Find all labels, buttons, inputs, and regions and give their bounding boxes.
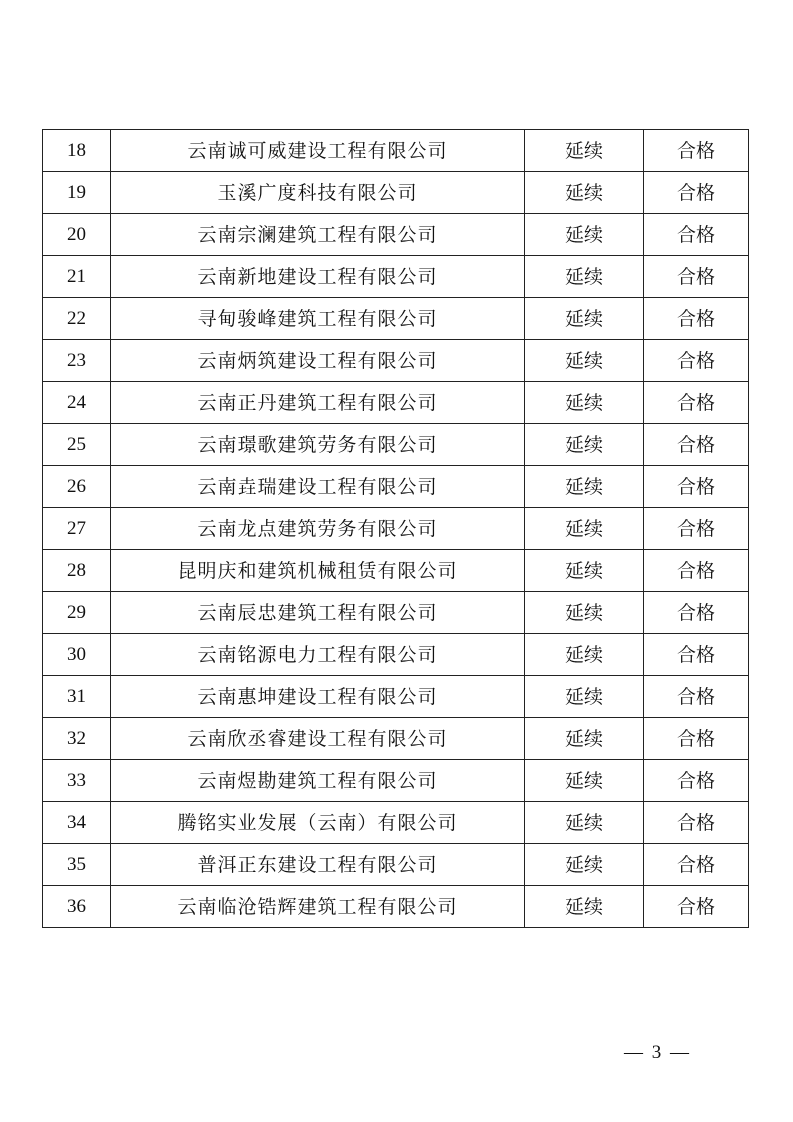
review-result-cell: 合格 <box>644 508 749 550</box>
results-table <box>42 129 749 928</box>
review-result-cell: 合格 <box>644 634 749 676</box>
company-name-cell: 云南煜勘建筑工程有限公司 <box>111 760 525 802</box>
application-type-cell: 延续 <box>525 172 644 214</box>
table-row <box>43 256 749 298</box>
application-type-cell: 延续 <box>525 550 644 592</box>
company-name-cell: 云南炳筑建设工程有限公司 <box>111 340 525 382</box>
company-name-cell: 云南新地建设工程有限公司 <box>111 256 525 298</box>
row-number-cell: 23 <box>43 340 111 382</box>
row-number-cell: 20 <box>43 214 111 256</box>
table-row <box>43 298 749 340</box>
application-type-cell: 延续 <box>525 676 644 718</box>
row-number-cell: 25 <box>43 424 111 466</box>
company-name-cell: 云南铭源电力工程有限公司 <box>111 634 525 676</box>
table-row <box>43 718 749 760</box>
review-result-cell: 合格 <box>644 844 749 886</box>
table-row <box>43 592 749 634</box>
table-row <box>43 886 749 928</box>
application-type-cell: 延续 <box>525 844 644 886</box>
company-name-cell: 云南垚瑞建设工程有限公司 <box>111 466 525 508</box>
application-type-cell: 延续 <box>525 718 644 760</box>
review-result-cell: 合格 <box>644 550 749 592</box>
company-name-cell: 普洱正东建设工程有限公司 <box>111 844 525 886</box>
row-number-cell: 36 <box>43 886 111 928</box>
review-result-cell: 合格 <box>644 424 749 466</box>
application-type-cell: 延续 <box>525 592 644 634</box>
table-row <box>43 382 749 424</box>
application-type-cell: 延续 <box>525 466 644 508</box>
application-type-cell: 延续 <box>525 424 644 466</box>
application-type-cell: 延续 <box>525 886 644 928</box>
row-number-cell: 24 <box>43 382 111 424</box>
application-type-cell: 延续 <box>525 634 644 676</box>
company-name-cell: 昆明庆和建筑机械租赁有限公司 <box>111 550 525 592</box>
review-result-cell: 合格 <box>644 256 749 298</box>
company-name-cell: 云南正丹建筑工程有限公司 <box>111 382 525 424</box>
company-name-cell: 云南临沧锆辉建筑工程有限公司 <box>111 886 525 928</box>
row-number-cell: 29 <box>43 592 111 634</box>
row-number-cell: 21 <box>43 256 111 298</box>
table-row <box>43 676 749 718</box>
review-result-cell: 合格 <box>644 130 749 172</box>
results-table-body <box>43 130 749 928</box>
table-row <box>43 634 749 676</box>
company-name-cell: 玉溪广度科技有限公司 <box>111 172 525 214</box>
row-number-cell: 28 <box>43 550 111 592</box>
company-name-cell: 云南辰忠建筑工程有限公司 <box>111 592 525 634</box>
company-name-cell: 腾铭实业发展（云南）有限公司 <box>111 802 525 844</box>
table-row <box>43 802 749 844</box>
application-type-cell: 延续 <box>525 382 644 424</box>
row-number-cell: 31 <box>43 676 111 718</box>
row-number-cell: 33 <box>43 760 111 802</box>
row-number-cell: 19 <box>43 172 111 214</box>
application-type-cell: 延续 <box>525 760 644 802</box>
table-row <box>43 424 749 466</box>
review-result-cell: 合格 <box>644 382 749 424</box>
review-result-cell: 合格 <box>644 592 749 634</box>
row-number-cell: 26 <box>43 466 111 508</box>
company-name-cell: 云南璟歌建筑劳务有限公司 <box>111 424 525 466</box>
application-type-cell: 延续 <box>525 802 644 844</box>
row-number-cell: 18 <box>43 130 111 172</box>
row-number-cell: 27 <box>43 508 111 550</box>
row-number-cell: 22 <box>43 298 111 340</box>
review-result-cell: 合格 <box>644 172 749 214</box>
table-row <box>43 508 749 550</box>
review-result-cell: 合格 <box>644 760 749 802</box>
review-result-cell: 合格 <box>644 466 749 508</box>
row-number-cell: 34 <box>43 802 111 844</box>
review-result-cell: 合格 <box>644 340 749 382</box>
row-number-cell: 35 <box>43 844 111 886</box>
review-result-cell: 合格 <box>644 676 749 718</box>
company-name-cell: 云南惠坤建设工程有限公司 <box>111 676 525 718</box>
review-result-cell: 合格 <box>644 298 749 340</box>
table-row <box>43 340 749 382</box>
table-row <box>43 760 749 802</box>
table-row <box>43 214 749 256</box>
company-name-cell: 云南诚可威建设工程有限公司 <box>111 130 525 172</box>
application-type-cell: 延续 <box>525 298 644 340</box>
application-type-cell: 延续 <box>525 508 644 550</box>
application-type-cell: 延续 <box>525 340 644 382</box>
review-result-cell: 合格 <box>644 886 749 928</box>
company-name-cell: 云南宗澜建筑工程有限公司 <box>111 214 525 256</box>
review-result-cell: 合格 <box>644 214 749 256</box>
row-number-cell: 32 <box>43 718 111 760</box>
company-name-cell: 云南龙点建筑劳务有限公司 <box>111 508 525 550</box>
table-row <box>43 172 749 214</box>
application-type-cell: 延续 <box>525 214 644 256</box>
company-name-cell: 寻甸骏峰建筑工程有限公司 <box>111 298 525 340</box>
table-row <box>43 550 749 592</box>
application-type-cell: 延续 <box>525 256 644 298</box>
row-number-cell: 30 <box>43 634 111 676</box>
review-result-cell: 合格 <box>644 718 749 760</box>
table-row <box>43 466 749 508</box>
application-type-cell: 延续 <box>525 130 644 172</box>
table-row <box>43 844 749 886</box>
table-row <box>43 130 749 172</box>
review-result-cell: 合格 <box>644 802 749 844</box>
company-name-cell: 云南欣丞睿建设工程有限公司 <box>111 718 525 760</box>
page-number: — 3 — <box>624 1042 691 1063</box>
